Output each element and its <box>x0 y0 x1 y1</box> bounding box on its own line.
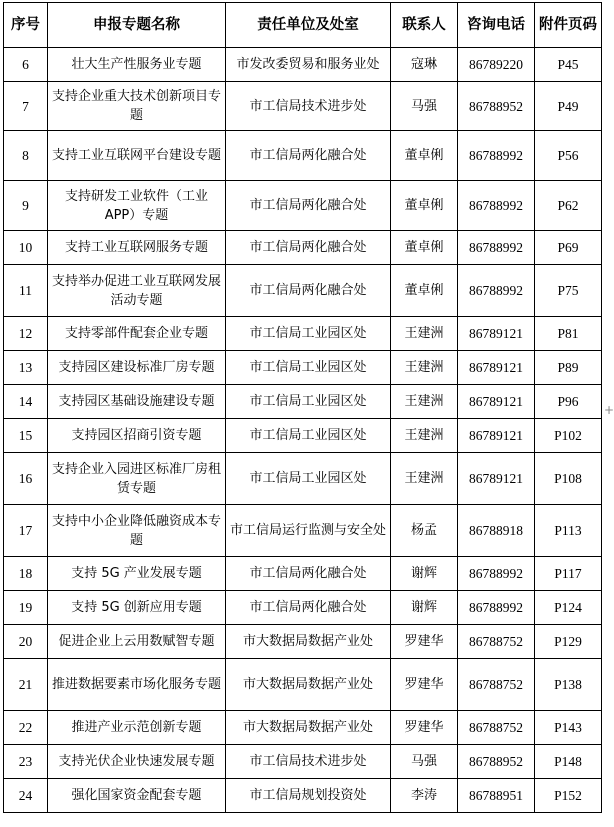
row-page: P96 <box>535 385 602 419</box>
table-row <box>4 48 602 82</box>
row-contact: 杨孟 <box>391 505 458 557</box>
row-contact: 王建洲 <box>391 453 458 505</box>
row-seq: 17 <box>4 505 48 557</box>
project-table <box>3 2 602 813</box>
row-contact: 董卓俐 <box>391 265 458 317</box>
row-topic: 支持园区基础设施建设专题 <box>48 385 226 419</box>
row-page: P102 <box>535 419 602 453</box>
row-page: P148 <box>535 745 602 779</box>
table-row <box>4 231 602 265</box>
row-page: P75 <box>535 265 602 317</box>
row-topic: 强化国家资金配套专题 <box>48 779 226 813</box>
row-phone: 86789121 <box>458 419 535 453</box>
row-topic: 支持工业互联网服务专题 <box>48 231 226 265</box>
row-seq: 6 <box>4 48 48 82</box>
row-unit: 市大数据局数据产业处 <box>226 711 391 745</box>
row-unit: 市工信局工业园区处 <box>226 385 391 419</box>
row-page: P69 <box>535 231 602 265</box>
row-unit: 市工信局规划投资处 <box>226 779 391 813</box>
row-unit: 市工信局两化融合处 <box>226 181 391 231</box>
row-page: P152 <box>535 779 602 813</box>
row-seq: 24 <box>4 779 48 813</box>
row-topic: 支持工业互联网平台建设专题 <box>48 131 226 181</box>
row-seq: 23 <box>4 745 48 779</box>
row-unit: 市工信局技术进步处 <box>226 745 391 779</box>
row-phone: 86789121 <box>458 351 535 385</box>
row-contact: 谢辉 <box>391 591 458 625</box>
row-page: P143 <box>535 711 602 745</box>
row-page: P117 <box>535 557 602 591</box>
row-page: P89 <box>535 351 602 385</box>
row-seq: 15 <box>4 419 48 453</box>
row-seq: 11 <box>4 265 48 317</box>
row-contact: 李涛 <box>391 779 458 813</box>
row-page: P45 <box>535 48 602 82</box>
table-row <box>4 711 602 745</box>
row-contact: 董卓俐 <box>391 231 458 265</box>
row-seq: 12 <box>4 317 48 351</box>
table-row <box>4 317 602 351</box>
header-contact: 联系人 <box>391 3 458 48</box>
row-contact: 罗建华 <box>391 711 458 745</box>
row-unit: 市工信局两化融合处 <box>226 231 391 265</box>
row-page: P49 <box>535 82 602 131</box>
row-phone: 86788992 <box>458 231 535 265</box>
row-topic: 支持中小企业降低融资成本专题 <box>48 505 226 557</box>
row-topic: 支持企业重大技术创新项目专题 <box>48 82 226 131</box>
row-contact: 王建洲 <box>391 419 458 453</box>
row-seq: 13 <box>4 351 48 385</box>
row-unit: 市工信局两化融合处 <box>226 557 391 591</box>
row-unit: 市工信局工业园区处 <box>226 317 391 351</box>
row-unit: 市大数据局数据产业处 <box>226 659 391 711</box>
row-contact: 董卓俐 <box>391 131 458 181</box>
row-page: P113 <box>535 505 602 557</box>
row-phone: 86788992 <box>458 181 535 231</box>
row-phone: 86788752 <box>458 711 535 745</box>
row-contact: 寇琳 <box>391 48 458 82</box>
row-phone: 86789121 <box>458 453 535 505</box>
table-row <box>4 351 602 385</box>
row-topic: 推进产业示范创新专题 <box>48 711 226 745</box>
row-contact: 罗建华 <box>391 659 458 711</box>
row-seq: 19 <box>4 591 48 625</box>
row-seq: 20 <box>4 625 48 659</box>
table-row <box>4 453 602 505</box>
table-row <box>4 385 602 419</box>
row-phone: 86788752 <box>458 625 535 659</box>
row-topic: 支持研发工业软件（工业APP）专题 <box>48 181 226 231</box>
table-row <box>4 82 602 131</box>
row-page: P56 <box>535 131 602 181</box>
table-row <box>4 419 602 453</box>
row-page: P124 <box>535 591 602 625</box>
row-contact: 马强 <box>391 745 458 779</box>
row-unit: 市工信局工业园区处 <box>226 351 391 385</box>
edge-handle-mark: + <box>604 403 614 417</box>
table-row <box>4 591 602 625</box>
row-unit: 市大数据局数据产业处 <box>226 625 391 659</box>
row-unit: 市工信局两化融合处 <box>226 265 391 317</box>
table-row <box>4 625 602 659</box>
row-unit: 市工信局工业园区处 <box>226 453 391 505</box>
row-seq: 14 <box>4 385 48 419</box>
row-phone: 86788992 <box>458 591 535 625</box>
table-row <box>4 265 602 317</box>
row-seq: 8 <box>4 131 48 181</box>
row-phone: 86789121 <box>458 317 535 351</box>
row-topic: 支持 5G 产业发展专题 <box>48 557 226 591</box>
row-contact: 谢辉 <box>391 557 458 591</box>
row-topic: 推进数据要素市场化服务专题 <box>48 659 226 711</box>
row-topic: 壮大生产性服务业专题 <box>48 48 226 82</box>
row-page: P129 <box>535 625 602 659</box>
row-phone: 86789220 <box>458 48 535 82</box>
row-unit: 市工信局两化融合处 <box>226 131 391 181</box>
table-row <box>4 131 602 181</box>
header-unit: 责任单位及处室 <box>226 3 391 48</box>
table-row <box>4 181 602 231</box>
row-seq: 18 <box>4 557 48 591</box>
row-unit: 市工信局工业园区处 <box>226 419 391 453</box>
row-seq: 10 <box>4 231 48 265</box>
row-seq: 9 <box>4 181 48 231</box>
table-row <box>4 745 602 779</box>
row-contact: 王建洲 <box>391 385 458 419</box>
row-topic: 支持园区招商引资专题 <box>48 419 226 453</box>
row-topic: 支持 5G 创新应用专题 <box>48 591 226 625</box>
row-page: P138 <box>535 659 602 711</box>
row-topic: 支持举办促进工业互联网发展活动专题 <box>48 265 226 317</box>
header-row <box>4 3 602 48</box>
table-row <box>4 505 602 557</box>
header-page: 附件页码 <box>535 3 602 48</box>
row-contact: 董卓俐 <box>391 181 458 231</box>
row-unit: 市发改委贸易和服务业处 <box>226 48 391 82</box>
row-seq: 22 <box>4 711 48 745</box>
row-topic: 支持零部件配套企业专题 <box>48 317 226 351</box>
row-seq: 21 <box>4 659 48 711</box>
table-row <box>4 557 602 591</box>
row-unit: 市工信局技术进步处 <box>226 82 391 131</box>
row-unit: 市工信局运行监测与安全处 <box>226 505 391 557</box>
table-row <box>4 659 602 711</box>
row-contact: 王建洲 <box>391 351 458 385</box>
row-phone: 86788951 <box>458 779 535 813</box>
row-page: P108 <box>535 453 602 505</box>
table-row <box>4 779 602 813</box>
row-contact: 罗建华 <box>391 625 458 659</box>
row-phone: 86788952 <box>458 745 535 779</box>
row-contact: 马强 <box>391 82 458 131</box>
row-topic: 促进企业上云用数赋智专题 <box>48 625 226 659</box>
row-phone: 86788952 <box>458 82 535 131</box>
row-topic: 支持光伏企业快速发展专题 <box>48 745 226 779</box>
row-seq: 16 <box>4 453 48 505</box>
row-contact: 王建洲 <box>391 317 458 351</box>
row-phone: 86788752 <box>458 659 535 711</box>
row-topic: 支持园区建设标准厂房专题 <box>48 351 226 385</box>
row-phone: 86788992 <box>458 131 535 181</box>
row-phone: 86788918 <box>458 505 535 557</box>
row-page: P81 <box>535 317 602 351</box>
row-topic: 支持企业入园进区标准厂房租赁专题 <box>48 453 226 505</box>
header-phone: 咨询电话 <box>458 3 535 48</box>
row-unit: 市工信局两化融合处 <box>226 591 391 625</box>
row-phone: 86788992 <box>458 557 535 591</box>
row-seq: 7 <box>4 82 48 131</box>
row-phone: 86788992 <box>458 265 535 317</box>
header-seq: 序号 <box>4 3 48 48</box>
row-phone: 86789121 <box>458 385 535 419</box>
row-page: P62 <box>535 181 602 231</box>
header-topic: 申报专题名称 <box>48 3 226 48</box>
